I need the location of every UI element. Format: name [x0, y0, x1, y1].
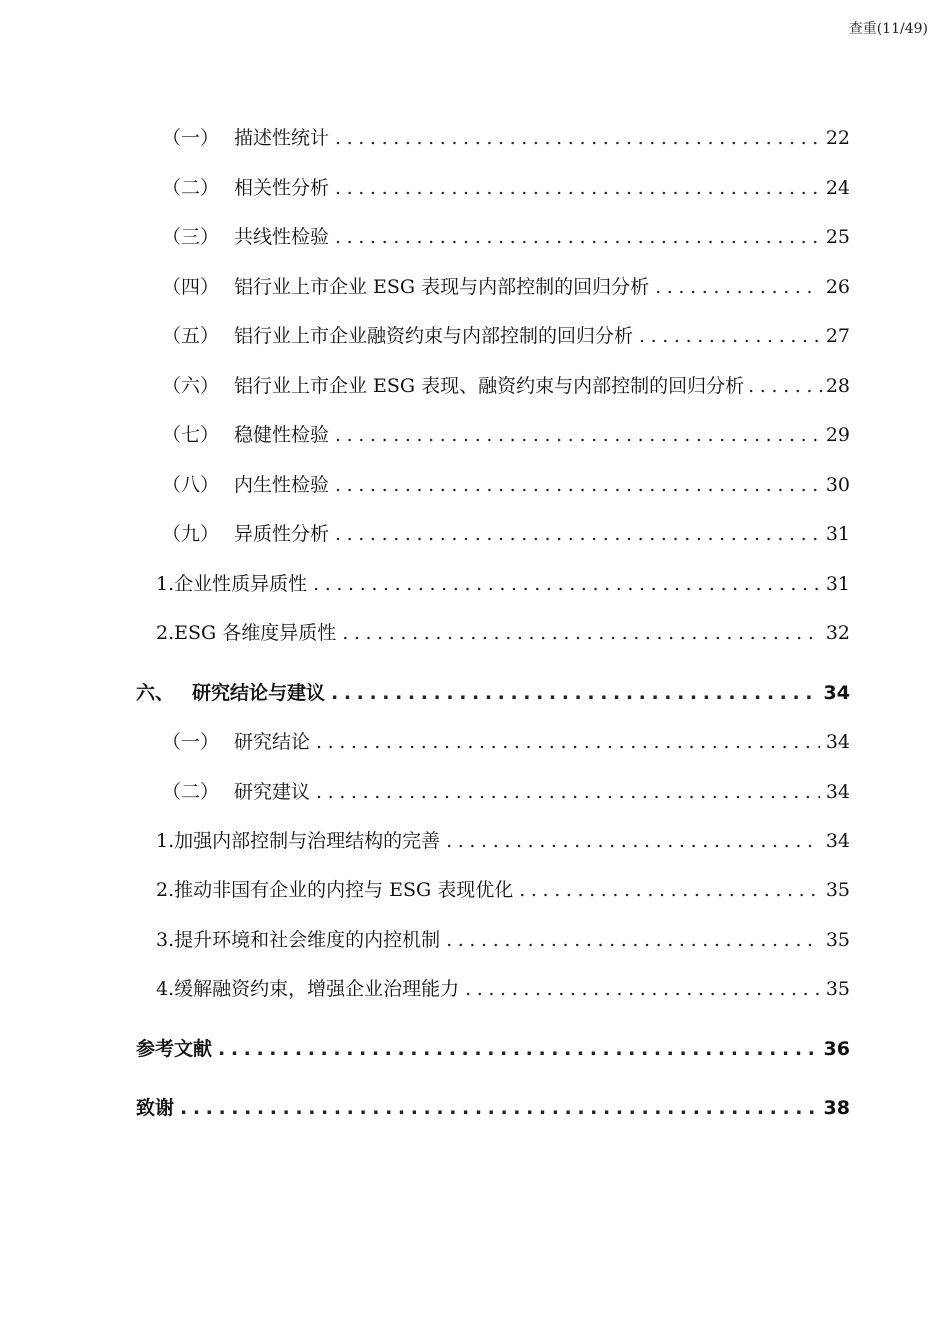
toc-entry-title: 描述性统计	[234, 127, 330, 149]
toc-entry-title: 研究结论	[234, 731, 311, 753]
toc-entry-title: 共线性检验	[234, 226, 330, 248]
toc-entry-number: （二）	[162, 781, 220, 803]
toc-entry-research-conclusions[interactable]	[162, 729, 850, 755]
dot-leader	[639, 323, 820, 349]
dot-leader	[313, 571, 820, 597]
toc-entry-page: 28	[825, 375, 850, 397]
toc-entry-title: 相关性分析	[234, 177, 330, 199]
toc-entry-title: 铝行业上市企业 ESG 表现与内部控制的回归分析	[234, 276, 650, 298]
dot-leader	[180, 1095, 818, 1121]
toc-entry-number: （三）	[162, 226, 220, 248]
toc-entry-heterogeneity-analysis[interactable]	[162, 521, 850, 547]
toc-chapter-conclusions[interactable]	[136, 680, 850, 706]
toc-entry-number: （八）	[162, 474, 220, 496]
dot-leader	[655, 274, 820, 300]
toc-chapter-title: 研究结论与建议	[192, 682, 326, 704]
dot-leader	[316, 729, 820, 755]
toc-entry-strengthen-internal-control[interactable]	[156, 828, 850, 854]
toc-entry-ease-financing-constraints[interactable]	[156, 976, 850, 1002]
toc-entry-page: 35	[825, 929, 850, 951]
toc-entry-title: 2.推动非国有企业的内控与 ESG 表现优化	[156, 879, 514, 901]
toc-entry-title: 4.缓解融资约束，增强企业治理能力	[156, 978, 460, 1000]
toc-entry-page: 32	[825, 622, 850, 644]
toc-entry-number: （一）	[162, 127, 220, 149]
dot-leader	[446, 828, 820, 854]
toc-chapter-references[interactable]	[136, 1036, 850, 1062]
toc-entry-number: （四）	[162, 276, 220, 298]
toc-entry-correlation-analysis[interactable]	[162, 175, 850, 201]
dot-leader	[748, 373, 822, 399]
toc-entry-title: 研究建议	[234, 781, 311, 803]
toc-entry-title: 稳健性检验	[234, 424, 330, 446]
dot-leader	[335, 224, 820, 250]
toc-entry-robustness-test[interactable]	[162, 422, 850, 448]
toc-entry-title: 铝行业上市企业融资约束与内部控制的回归分析	[234, 325, 634, 347]
toc-entry-page: 34	[825, 781, 850, 803]
toc-entry-number: （一）	[162, 731, 220, 753]
dot-leader	[335, 175, 820, 201]
toc-entry-descriptive-statistics[interactable]	[162, 125, 850, 151]
toc-entry-title: 1.企业性质异质性	[156, 573, 308, 595]
toc-entry-financing-regression[interactable]	[162, 323, 850, 349]
toc-entry-number: （九）	[162, 523, 220, 545]
dot-leader	[342, 620, 820, 646]
toc-entry-title: 异质性分析	[234, 523, 330, 545]
dot-leader	[446, 927, 820, 953]
toc-entry-number: （七）	[162, 424, 220, 446]
toc-entry-page: 34	[825, 731, 850, 753]
toc-entry-environment-social-controls[interactable]	[156, 927, 850, 953]
dot-leader	[218, 1036, 818, 1062]
toc-entry-title: 铝行业上市企业 ESG 表现、融资约束与内部控制的回归分析	[234, 375, 745, 397]
toc-chapter-title: 参考文献	[136, 1038, 213, 1060]
dot-leader	[519, 877, 820, 903]
toc-entry-page: 22	[825, 127, 850, 149]
toc-entry-page: 30	[825, 474, 850, 496]
toc-entry-combined-regression[interactable]	[162, 373, 850, 399]
toc-chapter-acknowledgements[interactable]	[136, 1095, 850, 1121]
dot-leader	[335, 125, 820, 151]
toc-chapter-page: 36	[823, 1038, 850, 1060]
toc-entry-research-recommendations[interactable]	[162, 779, 850, 805]
toc-entry-esg-dimension-heterogeneity[interactable]	[156, 620, 850, 646]
toc-chapter-page: 34	[823, 682, 850, 704]
toc-entry-page: 27	[825, 325, 850, 347]
toc-entry-number: （五）	[162, 325, 220, 347]
toc-entry-page: 35	[825, 879, 850, 901]
dot-leader	[331, 680, 818, 706]
toc-chapter-title: 致谢	[136, 1097, 175, 1119]
toc-entry-esg-regression[interactable]	[162, 274, 850, 300]
toc-entry-title: 内生性检验	[234, 474, 330, 496]
toc-entry-title: 2.ESG 各维度异质性	[156, 622, 337, 644]
toc-entry-page: 31	[825, 523, 850, 545]
toc-entry-page: 35	[825, 978, 850, 1000]
dot-leader	[335, 422, 820, 448]
toc-entry-title: 1.加强内部控制与治理结构的完善	[156, 830, 441, 852]
duplicate-check-page-counter: 查重(11/49)	[848, 21, 928, 37]
toc-entry-number: （六）	[162, 375, 220, 397]
toc-entry-number: （二）	[162, 177, 220, 199]
toc-entry-page: 31	[825, 573, 850, 595]
toc-entry-collinearity-test[interactable]	[162, 224, 850, 250]
toc-entry-page: 34	[825, 830, 850, 852]
toc-entry-page: 25	[825, 226, 850, 248]
dot-leader	[465, 976, 820, 1002]
toc-chapter-number: 六、	[136, 682, 175, 704]
dot-leader	[335, 472, 820, 498]
toc-entry-ownership-heterogeneity[interactable]	[156, 571, 850, 597]
dot-leader	[316, 779, 820, 805]
toc-entry-page: 26	[825, 276, 850, 298]
toc-entry-page: 24	[825, 177, 850, 199]
dot-leader	[335, 521, 820, 547]
toc-entry-page: 29	[825, 424, 850, 446]
toc-entry-endogeneity-test[interactable]	[162, 472, 850, 498]
toc-chapter-page: 38	[823, 1097, 850, 1119]
toc-entry-title: 3.提升环境和社会维度的内控机制	[156, 929, 441, 951]
toc-entry-non-state-esg-optimization[interactable]	[156, 877, 850, 903]
